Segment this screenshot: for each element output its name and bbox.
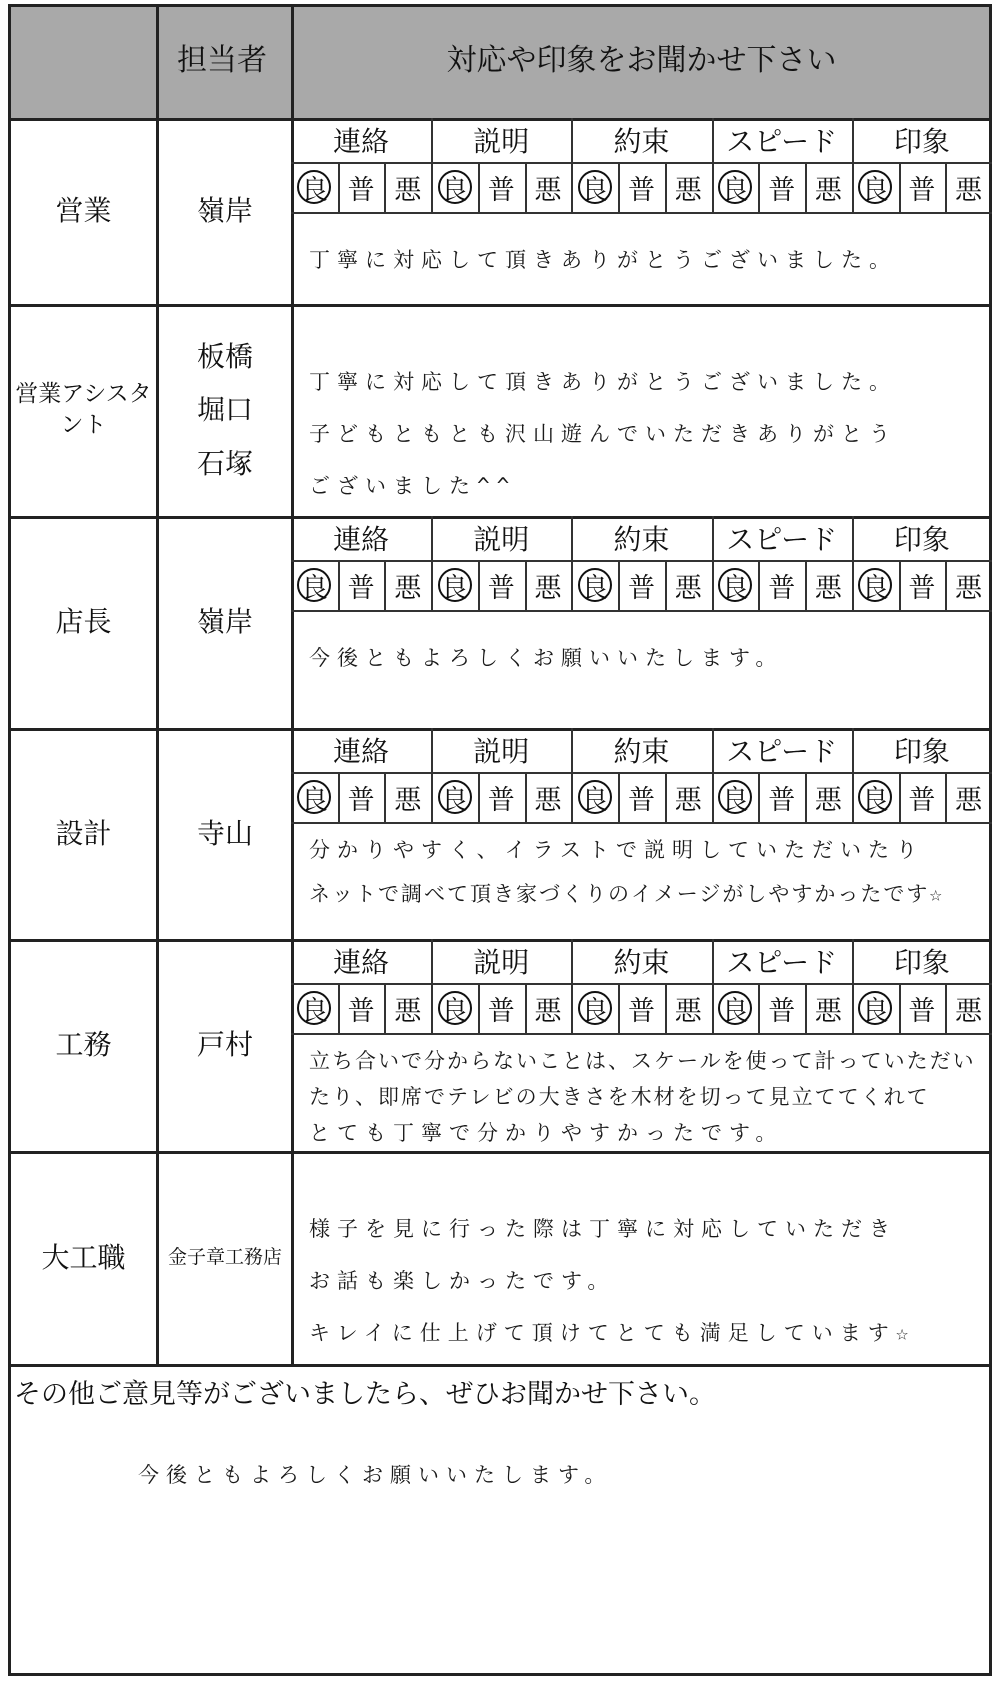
rating-category-label: 説明	[473, 946, 530, 979]
selection-circle	[297, 170, 331, 204]
rating-option-label: 良	[581, 174, 609, 206]
rating-option-normal[interactable]	[758, 560, 805, 610]
feedback-form	[8, 4, 992, 1676]
rating-option-label: 普	[347, 995, 375, 1027]
rating-option-label: 悪	[814, 572, 842, 604]
rating-option-normal[interactable]	[899, 560, 946, 610]
rating-option-bad[interactable]	[945, 983, 992, 1033]
rating-option-label: 悪	[394, 995, 422, 1027]
rating-option-label: 良	[300, 995, 328, 1027]
rating-category-label: 連絡	[333, 523, 390, 556]
rating-category-label: 連絡	[333, 946, 390, 979]
rating-option-label: 悪	[534, 174, 562, 206]
rating-option-label: 悪	[955, 995, 983, 1027]
rating-option-bad[interactable]	[665, 772, 712, 822]
rating-option-bad[interactable]	[945, 560, 992, 610]
department-cell: 営業アシスタント	[15, 380, 152, 438]
comment-line: 丁寧に対応して頂きありがとうございました。	[309, 248, 897, 272]
comment-line: とても丁寧で分かりやすかったです。	[309, 1121, 784, 1145]
rating-line	[291, 822, 992, 824]
rating-option-label: 普	[908, 995, 936, 1027]
rating-line	[291, 610, 992, 612]
selection-circle	[718, 780, 752, 814]
rating-option-normal[interactable]	[758, 772, 805, 822]
header-feedback-label: 対応や印象をお聞かせ下さい	[446, 42, 837, 78]
rating-option-normal[interactable]	[478, 560, 525, 610]
rating-option-label: 良	[441, 572, 469, 604]
rating-option-label: 普	[768, 174, 796, 206]
rating-option-label: 普	[487, 784, 515, 816]
rating-option-good[interactable]	[712, 560, 759, 610]
rating-option-label: 良	[581, 572, 609, 604]
rating-option-good[interactable]	[712, 162, 759, 212]
rating-option-label: 悪	[674, 995, 702, 1027]
rating-option-bad[interactable]	[525, 162, 572, 212]
rating-option-label: 悪	[534, 784, 562, 816]
rating-option-normal[interactable]	[478, 983, 525, 1033]
rating-category-label: 印象	[893, 523, 950, 556]
rating-category-label: 印象	[893, 125, 950, 158]
rating-option-good[interactable]	[291, 983, 338, 1033]
rating-option-label: 良	[861, 174, 889, 206]
rating-option-bad[interactable]	[665, 162, 712, 212]
selection-circle	[297, 568, 331, 602]
rating-option-label: 普	[627, 995, 655, 1027]
rating-option-bad[interactable]	[945, 772, 992, 822]
rating-category-label: スピード	[726, 735, 838, 768]
selection-circle	[438, 780, 472, 814]
rating-option-label: 悪	[814, 174, 842, 206]
person-cell: 寺山	[196, 816, 253, 850]
selection-circle	[718, 991, 752, 1025]
rating-option-good[interactable]	[431, 983, 478, 1033]
comment-line: 丁寧に対応して頂きありがとうございました。	[309, 370, 897, 394]
rating-option-label: 普	[768, 572, 796, 604]
department-cell: 工務	[55, 1028, 112, 1062]
other-comments-label: その他ご意見等がございましたら、ぜひお聞かせ下さい。	[14, 1379, 716, 1410]
rating-option-label: 悪	[394, 174, 422, 206]
rating-option-label: 悪	[814, 995, 842, 1027]
rating-option-bad[interactable]	[525, 560, 572, 610]
rating-option-good[interactable]	[431, 560, 478, 610]
rating-option-label: 悪	[955, 572, 983, 604]
rating-option-good[interactable]	[571, 560, 618, 610]
rating-option-label: 良	[581, 995, 609, 1027]
rating-option-bad[interactable]	[665, 983, 712, 1033]
rating-option-label: 悪	[674, 784, 702, 816]
rating-option-label: 良	[861, 784, 889, 816]
selection-circle	[858, 568, 892, 602]
rating-category-label: 約束	[613, 946, 670, 979]
rating-option-normal[interactable]	[618, 983, 665, 1033]
selection-circle	[858, 780, 892, 814]
rating-option-bad[interactable]	[525, 983, 572, 1033]
comment-line: 分かりやすく、イラストで説明していただいたり	[309, 838, 924, 862]
rating-category-label: 約束	[613, 523, 670, 556]
comment-line: 子どもともとも沢山遊んでいただきありがとう	[309, 422, 897, 446]
rating-line	[291, 1033, 992, 1035]
rating-option-good[interactable]	[852, 983, 899, 1033]
rating-option-label: 良	[861, 572, 889, 604]
selection-circle	[438, 170, 472, 204]
selection-circle	[578, 991, 612, 1025]
rating-option-bad[interactable]	[665, 560, 712, 610]
row-separator	[8, 1364, 992, 1367]
rating-category-label: スピード	[726, 523, 838, 556]
rating-option-label: 普	[487, 995, 515, 1027]
selection-circle	[578, 170, 612, 204]
rating-option-bad[interactable]	[525, 772, 572, 822]
rating-option-label: 普	[768, 784, 796, 816]
comment-line: たり、即席でテレビの大きさを木材を切って見立ててくれて	[309, 1085, 930, 1109]
rating-category-label: 連絡	[333, 125, 390, 158]
selection-circle	[438, 568, 472, 602]
rating-option-normal[interactable]	[758, 162, 805, 212]
rating-option-normal[interactable]	[618, 772, 665, 822]
rating-category-label: 説明	[473, 523, 530, 556]
rating-category-label: 印象	[893, 946, 950, 979]
person-cell: 戸村	[196, 1028, 253, 1062]
rating-option-normal[interactable]	[338, 983, 385, 1033]
rating-option-bad[interactable]	[805, 560, 852, 610]
rating-option-label: 悪	[814, 784, 842, 816]
comment-line: お話も楽しかったです。	[309, 1269, 616, 1293]
rating-option-good[interactable]	[571, 162, 618, 212]
rating-option-good[interactable]	[571, 772, 618, 822]
rating-category-label: 印象	[893, 735, 950, 768]
rating-option-label: 良	[441, 995, 469, 1027]
comment-line: ネットで調べて頂き家づくりのイメージがしやすかったです☆	[309, 882, 945, 906]
person-cell: 嶺岸	[196, 605, 253, 639]
rating-option-label: 良	[581, 784, 609, 816]
person-cell: 嶺岸	[196, 194, 253, 228]
rating-option-label: 悪	[955, 174, 983, 206]
rating-option-bad[interactable]	[805, 162, 852, 212]
rating-option-label: 良	[721, 572, 749, 604]
rating-option-normal[interactable]	[478, 772, 525, 822]
comment-line: 今後ともよろしくお願いいたします。	[309, 646, 784, 670]
rating-option-bad[interactable]	[384, 983, 431, 1033]
selection-circle	[578, 780, 612, 814]
rating-option-normal[interactable]	[899, 772, 946, 822]
rating-category-label: 約束	[613, 125, 670, 158]
rating-category-label: スピード	[726, 946, 838, 979]
rating-option-good[interactable]	[291, 560, 338, 610]
rating-option-label: 普	[347, 572, 375, 604]
rating-option-normal[interactable]	[478, 162, 525, 212]
rating-option-label: 普	[487, 174, 515, 206]
rating-option-normal[interactable]	[899, 162, 946, 212]
rating-option-label: 悪	[394, 572, 422, 604]
rating-option-bad[interactable]	[384, 162, 431, 212]
selection-circle	[718, 568, 752, 602]
rating-option-label: 普	[487, 572, 515, 604]
rating-option-good[interactable]	[431, 772, 478, 822]
rating-option-label: 良	[721, 784, 749, 816]
selection-circle	[578, 568, 612, 602]
rating-option-label: 良	[721, 174, 749, 206]
rating-option-label: 普	[908, 572, 936, 604]
comment-line: キレイに仕上げて頂けてとても満足しています☆	[309, 1321, 916, 1345]
rating-option-label: 普	[627, 174, 655, 206]
rating-option-label: 良	[441, 174, 469, 206]
department-cell: 営業	[55, 194, 112, 228]
rating-option-normal[interactable]	[338, 162, 385, 212]
rating-line	[291, 212, 992, 214]
rating-option-good[interactable]	[291, 772, 338, 822]
rating-option-label: 普	[908, 784, 936, 816]
comment-line: ございました^^	[309, 474, 517, 498]
other-comment-text: 今後ともよろしくお願いいたします。	[138, 1463, 613, 1487]
department-cell: 店長	[55, 605, 112, 639]
rating-option-label: 良	[721, 995, 749, 1027]
rating-option-good[interactable]	[852, 162, 899, 212]
selection-circle	[297, 991, 331, 1025]
header-person-label: 担当者	[177, 42, 267, 78]
rating-option-label: 悪	[394, 784, 422, 816]
rating-option-bad[interactable]	[384, 772, 431, 822]
rating-category-label: スピード	[726, 125, 838, 158]
outer-border-bottom	[8, 1673, 992, 1676]
person-cell: 板橋 堀口 石塚	[196, 340, 253, 480]
rating-option-normal[interactable]	[618, 560, 665, 610]
rating-option-good[interactable]	[852, 560, 899, 610]
comment-line: 様子を見に行った際は丁寧に対応していただき	[309, 1217, 897, 1241]
rating-option-normal[interactable]	[899, 983, 946, 1033]
rating-option-label: 良	[300, 174, 328, 206]
rating-option-label: 良	[861, 995, 889, 1027]
rating-option-good[interactable]	[852, 772, 899, 822]
rating-option-bad[interactable]	[805, 983, 852, 1033]
selection-circle	[438, 991, 472, 1025]
rating-option-label: 悪	[674, 174, 702, 206]
selection-circle	[858, 170, 892, 204]
rating-option-label: 悪	[674, 572, 702, 604]
rating-option-good[interactable]	[571, 983, 618, 1033]
rating-category-label: 説明	[473, 125, 530, 158]
rating-option-good[interactable]	[291, 162, 338, 212]
rating-option-label: 悪	[534, 995, 562, 1027]
rating-category-label: 約束	[613, 735, 670, 768]
outer-border-right	[989, 4, 992, 1676]
rating-option-normal[interactable]	[338, 560, 385, 610]
rating-option-bad[interactable]	[384, 560, 431, 610]
rating-option-normal[interactable]	[618, 162, 665, 212]
rating-option-label: 悪	[955, 784, 983, 816]
rating-option-bad[interactable]	[805, 772, 852, 822]
rating-category-label: 説明	[473, 735, 530, 768]
rating-option-normal[interactable]	[338, 772, 385, 822]
selection-circle	[718, 170, 752, 204]
rating-option-bad[interactable]	[945, 162, 992, 212]
rating-option-label: 普	[768, 995, 796, 1027]
department-cell: 大工職	[41, 1240, 126, 1274]
rating-option-normal[interactable]	[758, 983, 805, 1033]
rating-option-label: 普	[627, 572, 655, 604]
selection-circle	[858, 991, 892, 1025]
rating-option-label: 良	[300, 572, 328, 604]
comment-line: 立ち合いで分からないことは、スケールを使って計っていただい	[309, 1049, 976, 1073]
rating-option-label: 良	[300, 784, 328, 816]
selection-circle	[297, 780, 331, 814]
rating-option-label: 普	[347, 174, 375, 206]
rating-option-label: 普	[627, 784, 655, 816]
rating-option-good[interactable]	[712, 772, 759, 822]
rating-option-good[interactable]	[712, 983, 759, 1033]
rating-option-good[interactable]	[431, 162, 478, 212]
person-cell: 金子章工務店	[167, 1245, 282, 1268]
rating-category-label: 連絡	[333, 735, 390, 768]
rating-option-label: 悪	[534, 572, 562, 604]
rating-option-label: 普	[347, 784, 375, 816]
rating-option-label: 良	[441, 784, 469, 816]
department-cell: 設計	[55, 816, 112, 850]
rating-option-label: 普	[908, 174, 936, 206]
